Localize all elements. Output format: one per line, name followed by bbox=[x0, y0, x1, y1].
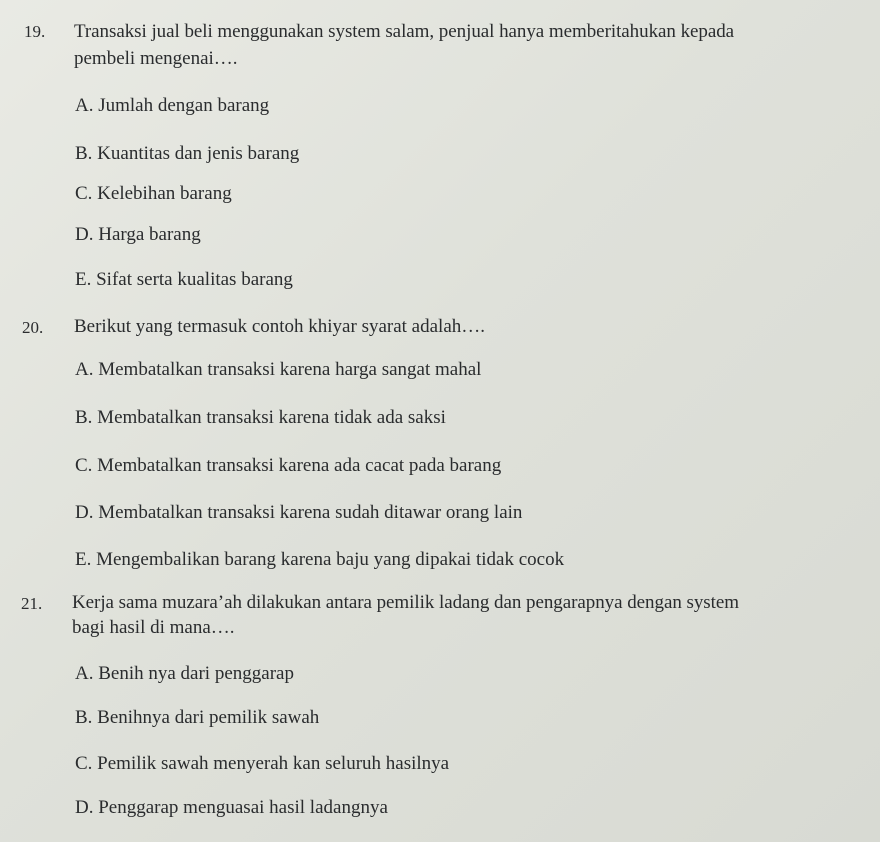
option-b: B. Benihnya dari pemilik sawah bbox=[75, 707, 320, 728]
option-a: A. Jumlah dengan barang bbox=[75, 95, 270, 116]
option-a: A. Benih nya dari penggarap bbox=[75, 663, 294, 684]
option-b: B. Membatalkan transaksi karena tidak ada saksi bbox=[75, 407, 446, 428]
option-e: E. Sifat serta kualitas barang bbox=[75, 269, 293, 290]
option-c: C. Kelebihan barang bbox=[75, 183, 232, 204]
question-text-line1: Kerja sama muzara’ah dilakukan antara pemilik ladang dan pengarapnya dengan system bbox=[72, 592, 739, 613]
question-text-line2: pembeli mengenai…. bbox=[74, 48, 238, 69]
question-number: 21. bbox=[21, 594, 43, 613]
question-number: 19. bbox=[24, 22, 46, 41]
question-number: 20. bbox=[22, 318, 44, 337]
option-e: E. Mengembalikan barang karena baju yang dipakai tidak cocok bbox=[75, 549, 565, 570]
question-text-line1: Transaksi jual beli menggunakan system salam, penjual hanya memberitahukan kepada bbox=[74, 21, 735, 42]
option-d: D. Penggarap menguasai hasil ladangnya bbox=[75, 797, 388, 818]
option-c: C. Membatalkan transaksi karena ada cacat pada barang bbox=[75, 455, 502, 476]
question-text-line2: bagi hasil di mana…. bbox=[72, 617, 235, 638]
option-a: A. Membatalkan transaksi karena harga sangat mahal bbox=[75, 359, 482, 380]
question-text-line1: Berikut yang termasuk contoh khiyar syarat adalah…. bbox=[74, 316, 486, 337]
option-d: D. Harga barang bbox=[75, 224, 201, 245]
option-b: B. Kuantitas dan jenis barang bbox=[75, 143, 300, 164]
option-d: D. Membatalkan transaksi karena sudah ditawar orang lain bbox=[75, 502, 523, 523]
option-c: C. Pemilik sawah menyerah kan seluruh hasilnya bbox=[75, 753, 450, 774]
